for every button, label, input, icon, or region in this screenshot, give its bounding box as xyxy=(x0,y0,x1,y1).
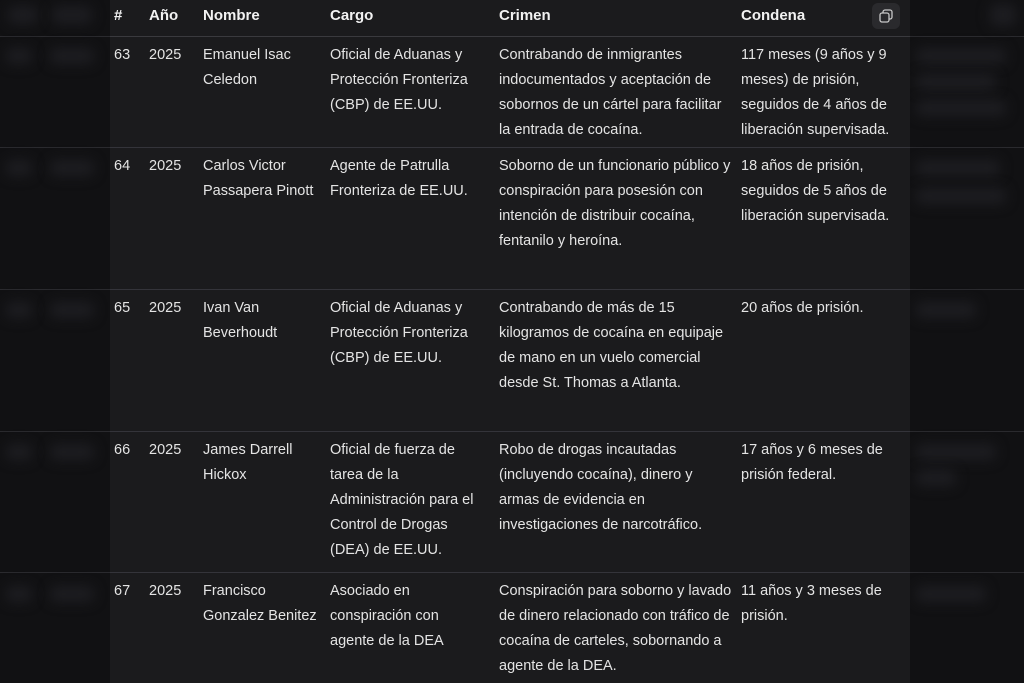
cell-num: 65 xyxy=(114,300,131,316)
copy-icon xyxy=(879,9,893,23)
cell-year: 2025 xyxy=(149,47,182,63)
cell-position: Agente de Patrulla Fronteriza de EE.UU. xyxy=(330,158,468,199)
cell-position: Asociado en conspiración con agente de la DEA xyxy=(330,583,444,649)
header-num: # xyxy=(114,7,123,24)
table-row xyxy=(110,148,910,290)
header-year: Año xyxy=(149,7,179,24)
cell-crime: Contrabando de inmigrantes indocumentados y aceptación de sobornos de un cártel para facilitar la entrada de cocaína. xyxy=(499,47,722,138)
cell-year: 2025 xyxy=(149,300,182,316)
cell-position: Oficial de fuerza de tarea de la Administración para el Control de Drogas (DEA) de EE.UU. xyxy=(330,442,474,558)
cell-name: Emanuel Isac Celedon xyxy=(203,47,291,88)
cell-name: Carlos Victor Passapera Pinott xyxy=(203,158,314,199)
cell-year: 2025 xyxy=(149,442,182,458)
cell-num: 66 xyxy=(114,442,131,458)
cell-year: 2025 xyxy=(149,583,182,599)
cell-crime: Conspiración para soborno y lavado de dinero relacionado con tráfico de cocaína de carteles, sobornando a agente de la DEA. xyxy=(499,583,732,674)
header-crime: Crimen xyxy=(499,7,551,24)
cell-sentence: 117 meses (9 años y 9 meses) de prisión, seguidos de 4 años de liberación supervisada. xyxy=(741,47,890,138)
table-panel xyxy=(110,0,910,683)
table-row xyxy=(110,37,910,148)
cell-sentence: 18 años de prisión, seguidos de 5 años de liberación supervisada. xyxy=(741,158,890,224)
cell-year: 2025 xyxy=(149,158,182,174)
header-sentence: Condena xyxy=(741,7,806,24)
blurred-background-right xyxy=(910,0,1024,683)
cell-name: Ivan Van Beverhoudt xyxy=(203,300,278,341)
table-header-row xyxy=(110,0,910,37)
cell-crime: Soborno de un funcionario público y conspiración para posesión con intención de distribuir cocaína, fentanilo y heroína. xyxy=(499,158,731,249)
cell-name: James Darrell Hickox xyxy=(203,442,293,483)
cell-crime: Robo de drogas incautadas (incluyendo cocaína), dinero y armas de evidencia en investigaciones de narcotráfico. xyxy=(499,442,703,533)
cell-num: 67 xyxy=(114,583,131,599)
copy-table-button[interactable] xyxy=(872,3,900,29)
cell-sentence: 20 años de prisión. xyxy=(741,300,864,316)
header-position: Cargo xyxy=(330,7,374,24)
table-row xyxy=(110,573,910,683)
table-row xyxy=(110,432,910,573)
cell-position: Oficial de Aduanas y Protección Fronteriza (CBP) de EE.UU. xyxy=(330,47,468,113)
cell-position: Oficial de Aduanas y Protección Fronteriza (CBP) de EE.UU. xyxy=(330,300,468,366)
cell-num: 63 xyxy=(114,47,131,63)
blurred-background-left xyxy=(0,0,110,683)
cell-sentence: 17 años y 6 meses de prisión federal. xyxy=(741,442,883,483)
cell-sentence: 11 años y 3 meses de prisión. xyxy=(741,583,882,624)
cell-name: Francisco Gonzalez Benitez xyxy=(203,583,317,624)
cell-num: 64 xyxy=(114,158,131,174)
header-name: Nombre xyxy=(203,7,260,24)
cell-crime: Contrabando de más de 15 kilogramos de cocaína en equipaje de mano en un vuelo comercial desde St. Thomas a Atlanta. xyxy=(499,300,724,391)
table-row xyxy=(110,290,910,432)
